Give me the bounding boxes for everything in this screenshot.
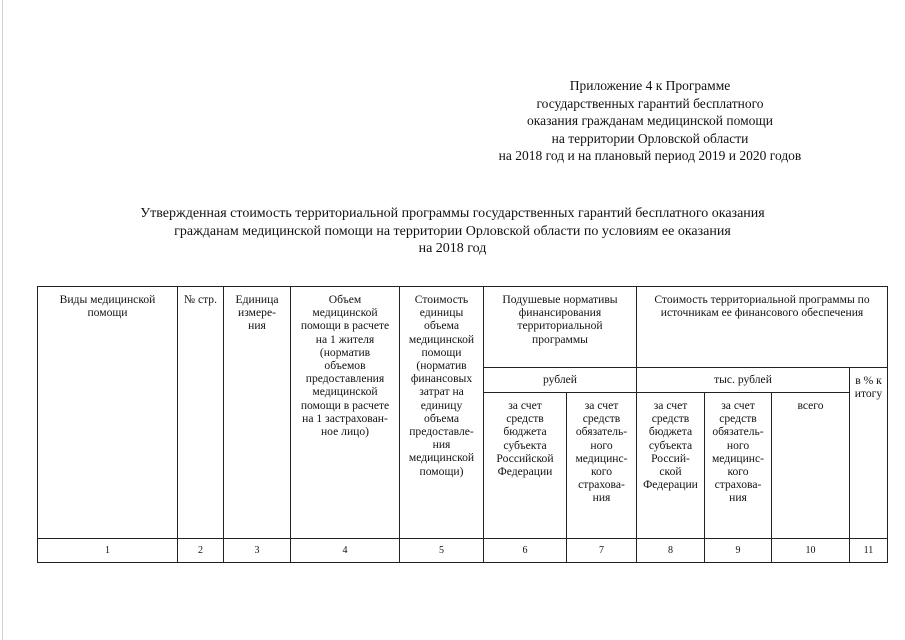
column-number: 5: [400, 539, 484, 563]
column-number: 6: [484, 539, 567, 563]
header-mhi-cost: за счет средств обязатель- ного медицинс- кого страхова- ния: [705, 393, 772, 539]
column-number: 9: [705, 539, 772, 563]
scan-edge-line: [2, 0, 3, 640]
column-number: 7: [567, 539, 637, 563]
column-number: 3: [224, 539, 291, 563]
header-unit-rubles: рублей: [484, 368, 637, 393]
header-regional-budget-norm: за счет средств бюджета субъекта Российской Федерации: [484, 393, 567, 539]
column-number: 4: [291, 539, 400, 563]
header-unit: Единица измере- ния: [224, 287, 291, 539]
appendix-header: [470, 77, 830, 165]
header-unit-thousand-rubles: тыс. рублей: [637, 368, 850, 393]
column-number: 2: [178, 539, 224, 563]
column-number: 8: [637, 539, 705, 563]
header-mhi-norm: за счет средств обязатель- ного медицинс- кого страхова- ния: [567, 393, 637, 539]
header-percent-of-total: в % к итогу: [850, 368, 888, 539]
title-line: на 2018 год: [418, 241, 487, 256]
header-volume: Объем медицинской помощи в расчете на 1 жителя (норматив объемов предоставления медицинской помощи в расчете на 1 застрахован- ное лицо): [291, 287, 400, 539]
header-unit-cost: Стоимость единицы объема медицинской помощи (норматив финансовых затрат на единицу объема предоставле- ния медицинской помощи): [400, 287, 484, 539]
title-line: гражданам медицинской помощи на территории Орловской области по условиям ее оказания: [174, 223, 731, 239]
document-title: [95, 205, 810, 258]
column-number: 10: [772, 539, 850, 563]
appendix-line: государственных гарантий бесплатного: [536, 95, 764, 111]
title-line: Утвержденная стоимость территориальной программы государственных гарантий бесплатного оказания: [140, 206, 765, 221]
cost-table: [37, 286, 888, 563]
header-row-number: № стр.: [178, 287, 224, 539]
appendix-line: оказания гражданам медицинской помощи: [526, 113, 774, 128]
column-number: 1: [38, 539, 178, 563]
header-per-capita-norms: Подушевые нормативы финансирования территориальной программы: [484, 287, 637, 368]
appendix-line: Приложение 4 к Программе: [569, 78, 731, 93]
appendix-line: на территории Орловской области: [551, 130, 749, 146]
header-total: всего: [772, 393, 850, 539]
column-number: 11: [850, 539, 888, 563]
appendix-line: на 2018 год и на плановый период 2019 и 2020 годов: [498, 148, 802, 163]
header-regional-budget-cost: за счет средств бюджета субъекта Россий- ской Федерации: [637, 393, 705, 539]
header-program-cost: Стоимость территориальной программы по источникам ее финансового обеспечения: [637, 287, 888, 368]
header-medical-care-types: Виды медицинской помощи: [38, 287, 178, 539]
